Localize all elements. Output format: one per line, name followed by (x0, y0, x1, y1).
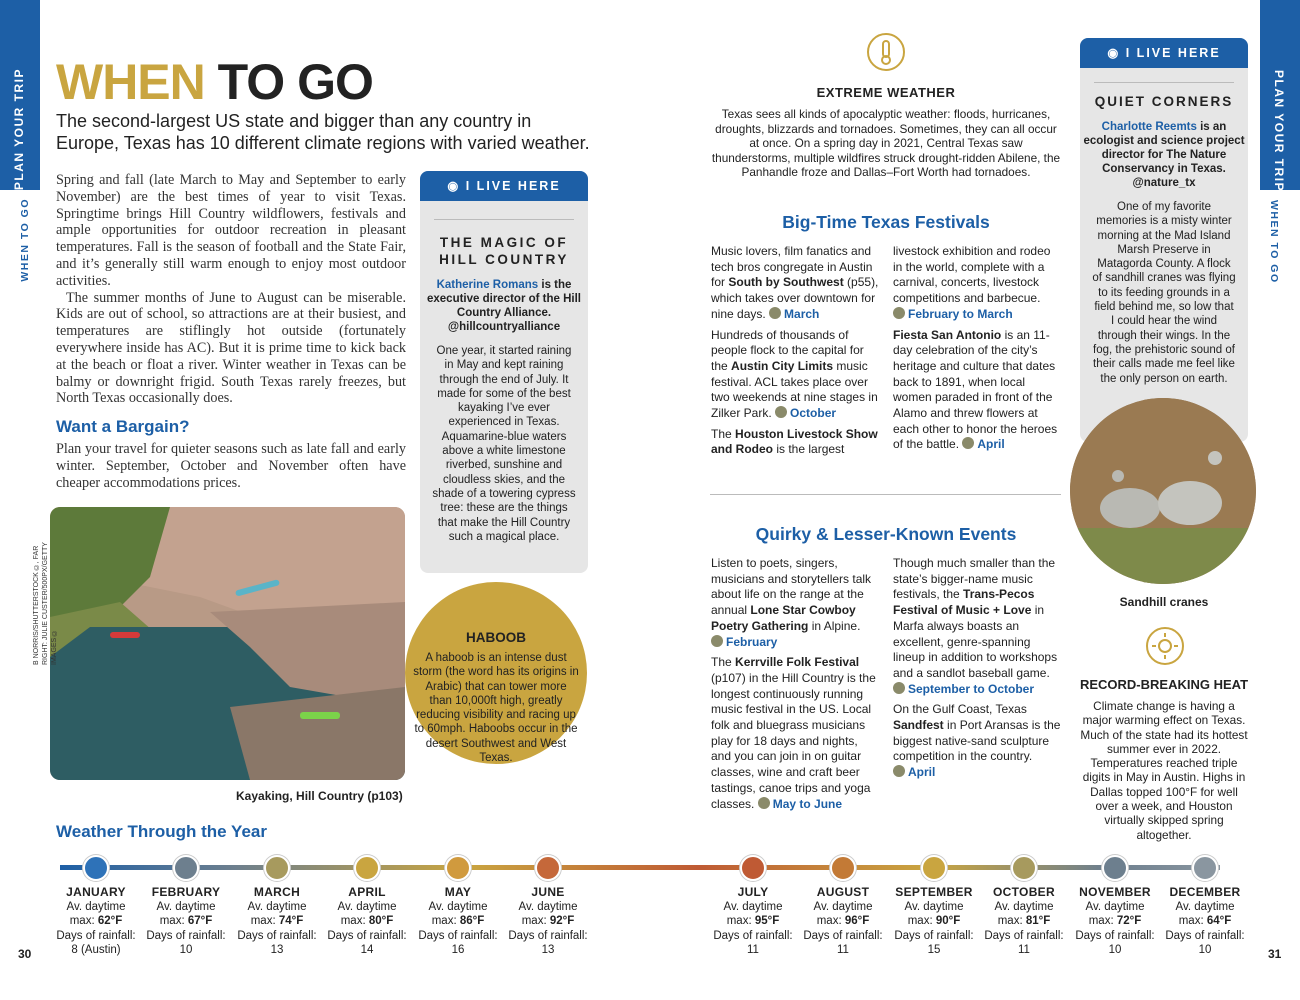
month-name: JUNE (531, 885, 565, 899)
month-march (232, 885, 322, 958)
month-name: SEPTEMBER (895, 885, 973, 899)
month-rain: 14 (360, 944, 374, 956)
calendar-icon (893, 682, 905, 694)
photo-caption: Kayaking, Hill Country (p103) (236, 789, 403, 803)
month-name: MAY (444, 885, 472, 899)
card-header-label: I LIVE HERE (465, 179, 561, 193)
card-quote: One year, it started raining in May and kept raining through the end of July. It made for some of the best kayaking I’ve ever experienced in Texas. Aquamarine-blue waters above a white limestone riverbed, sunshine and cloudless skies, and the shade of a towering cypress tree: these are the things that make the Hill Country such a magical place. (432, 345, 576, 543)
month-rain-label: Days of rainfall: (803, 929, 883, 942)
month-september (889, 885, 979, 958)
heat-text: Climate change is having a major warming effect on Texas. Much of the state had its hottest summer ever in 2022. Temperatures reached triple digits in May in Austin. Highs in Dallas topped 100°F for well over a week, and Houston virtually skipped spring altogether. (1080, 699, 1248, 842)
month-max: max: 80°F (340, 915, 394, 927)
pin-icon: ◉ (1107, 46, 1121, 60)
month-max: max: 72°F (1088, 915, 1142, 927)
month-max: max: 95°F (726, 915, 780, 927)
month-name: DECEMBER (1169, 885, 1241, 899)
intro-text: The second-largest US state and bigger than any country in Europe, Texas has 10 different climate regions with varied weather. (56, 111, 590, 153)
sun-icon (535, 855, 561, 881)
cranes-caption: Sandhill cranes (1119, 595, 1209, 609)
month-day-label: Av. daytime (1085, 900, 1145, 913)
sun-icon (1146, 627, 1184, 665)
i-live-here-card-left (420, 171, 588, 573)
month-day-label: Av. daytime (723, 900, 783, 913)
body-paragraph-1: Spring and fall (late March to May and September to early November) are the best times of year to visit Texas. Springtime brings Hill Country wildflowers, festivals and ample opportunities for outdoor recreation in pleasant temperatures. Fall is the season of football and the State Fair, and it’s generally still warm enough to enjoy most outdoor activities. (56, 172, 406, 289)
month-rain: 10 (1198, 944, 1212, 956)
month-name: FEBRUARY (151, 885, 221, 899)
month-february (141, 885, 231, 958)
month-max: max: 81°F (997, 915, 1051, 927)
calendar-icon (962, 437, 974, 449)
month-rain: 10 (179, 944, 193, 956)
month-name: JANUARY (66, 885, 126, 899)
extreme-text: Texas sees all kinds of apocalyptic weather: floods, hurricanes, droughts, blizzards and tornadoes. Sometimes, they can all occur at once. On a spring day in 2021, Central Texas saw thunderstorms, multiple wildfires struck drought-ridden Abilene, the Panhandle froze and Dallas–Fort Worth had tornadoes. (711, 107, 1061, 179)
month-rain-label: Days of rainfall: (894, 929, 974, 942)
card-quote: One of my favorite memories is a misty winter morning at the Mad Island Marsh Preserve in Matagorda County. A flock of sandhill cranes was flying to its feeding grounds in a field behind me, so low that I could hear the wind through their wings. In the fog, the prehistoric sound of their calls made me feel like the only person on earth. (1092, 201, 1236, 385)
body-text (56, 172, 406, 407)
left-tab-label: PLAN YOUR TRIP (12, 68, 26, 191)
page-title (56, 52, 373, 112)
page-number-right: 31 (1268, 947, 1282, 961)
divider (710, 494, 1061, 495)
right-tab-label: PLAN YOUR TRIP (1272, 70, 1286, 193)
month-name: OCTOBER (993, 885, 1055, 899)
sandhill-cranes-photo (1070, 398, 1256, 584)
card-header-label: I LIVE HERE (1125, 46, 1221, 60)
month-day-label: Av. daytime (904, 900, 964, 913)
right-section-label: WHEN TO GO (1268, 200, 1280, 284)
quirky-col-1: Listen to poets, singers, musicians and storytellers talk about life on the range at the annual Lone Star Cowboy Poetry Gathering in Alpine. February The Kerrville Folk Festival (p107) in the Hill Country is the longest continuously running music festival in the US. Local folk and bluegrass musicians play for 18 days and nights, and you can join in on guitar classes, wine and craft beer tastings, canoe trips and yoga classes. May to June (711, 556, 876, 811)
month-name: APRIL (348, 885, 386, 899)
i-live-here-card-right (1080, 38, 1248, 442)
calendar-icon (775, 406, 787, 418)
month-max: max: 64°F (1178, 915, 1232, 927)
card-person (420, 278, 588, 334)
calendar-icon (758, 797, 770, 809)
month-rain-label: Days of rainfall: (713, 929, 793, 942)
card-title: QUIET CORNERS (1094, 82, 1234, 110)
month-name: AUGUST (816, 885, 870, 899)
month-rain: 8 (Austin) (71, 944, 121, 956)
sun-icon (740, 855, 766, 881)
month-rain: 11 (1018, 944, 1030, 956)
month-rain: 10 (1108, 944, 1122, 956)
month-rain: 11 (747, 944, 759, 956)
rain-cloud-icon (83, 855, 109, 881)
pin-icon: ◉ (447, 179, 461, 193)
person-desc: is the executive director of the Hill Country Alliance. @hillcountryalliance (426, 279, 581, 333)
card-person (1080, 120, 1248, 190)
calendar-icon (893, 765, 905, 777)
body-paragraph-2: The summer months of June to August can be miserable. Kids are out of school, so attractions are at their busiest, and temperatures are stiflingly hot outside (fortunately everywhere inside has AC). But it is prime time to kick back at the beach or float a river. Winter weather in Texas can be balmy or downright frigid. South Texas rarely freezes, but North Texas occasionally does. (56, 289, 406, 407)
month-max: max: 90°F (907, 915, 961, 927)
card-title: THE MAGIC OF HILL COUNTRY (434, 219, 574, 268)
month-day-label: Av. daytime (66, 900, 126, 913)
month-may (413, 885, 503, 958)
card-header (1080, 38, 1248, 68)
month-rain-label: Days of rainfall: (327, 929, 407, 942)
month-august (798, 885, 888, 958)
person-desc: is an ecologist and science project director for The Nature Conservancy in Texas. @nature_tx (1083, 121, 1245, 189)
month-rain-label: Days of rainfall: (1165, 929, 1245, 942)
month-rain-label: Days of rainfall: (146, 929, 226, 942)
thermometer-icon (867, 33, 905, 71)
month-rain: 11 (837, 944, 849, 956)
rain-cloud-icon (1192, 855, 1218, 881)
month-rain-label: Days of rainfall: (508, 929, 588, 942)
month-max: max: 96°F (816, 915, 870, 927)
haboob-circle (405, 582, 587, 764)
calendar-icon (711, 635, 723, 647)
month-day-label: Av. daytime (813, 900, 873, 913)
month-day-label: Av. daytime (156, 900, 216, 913)
month-rain-label: Days of rainfall: (984, 929, 1064, 942)
festivals-col-2: livestock exhibition and rodeo in the world, complete with a carnival, concerts, livestock competitions and barbecue. February to March Fiesta San Antonio is an 11-day celebration of the city’s heritage and culture that dates back to 1891, when local women paraded in front of the Alamo and threw flowers at each other to honor the heroes of the battle. April (893, 244, 1058, 452)
left-section-label: WHEN TO GO (19, 198, 31, 282)
left-tab (0, 0, 40, 190)
month-max: max: 67°F (159, 915, 213, 927)
month-july (708, 885, 798, 958)
month-october (979, 885, 1069, 958)
month-rain-label: Days of rainfall: (1075, 929, 1155, 942)
month-day-label: Av. daytime (337, 900, 397, 913)
month-day-label: Av. daytime (247, 900, 307, 913)
sun-cloud-icon (264, 855, 290, 881)
month-november (1070, 885, 1160, 958)
month-day-label: Av. daytime (994, 900, 1054, 913)
kayaking-photo (50, 507, 405, 780)
festivals-col-1: Music lovers, film fanatics and tech bros congregate in Austin for South by Southwest (p55), which takes over downtown for nine days. March Hundreds of thousands of people flock to the capital for the Austin City Limits music festival. ACL takes place over two weekends at nine stages in Zilker Park. October The Houston Livestock Show and Rodeo is the largest (711, 244, 879, 457)
page-number-left: 30 (18, 947, 32, 961)
title-part2: TO GO (217, 54, 373, 110)
cloud-icon (1102, 855, 1128, 881)
person-name: Katherine Romans (436, 279, 539, 291)
month-max: max: 92°F (521, 915, 575, 927)
month-rain-label: Days of rainfall: (237, 929, 317, 942)
month-max: max: 86°F (431, 915, 485, 927)
month-rain: 16 (451, 944, 465, 956)
month-max: max: 62°F (69, 915, 123, 927)
month-december (1160, 885, 1250, 958)
month-rain: 13 (541, 944, 555, 956)
sun-cloud-icon (1011, 855, 1037, 881)
month-name: MARCH (253, 885, 301, 899)
month-rain-label: Days of rainfall: (418, 929, 498, 942)
month-april (322, 885, 412, 958)
photo-credit: B NORRIS/SHUTTERSTOCK ©, FAR RIGHT: JULIE CUSTER/500PX/GETTY IMAGES © (33, 542, 58, 665)
month-name: NOVEMBER (1079, 885, 1151, 899)
sun-cloud-icon (354, 855, 380, 881)
weather-heading: Weather Through the Year (56, 822, 267, 841)
month-max: max: 74°F (250, 915, 304, 927)
sun-icon (921, 855, 947, 881)
quirky-col-2: Though much smaller than the state’s bigger-name music festivals, the Trans-Pecos Festival of Music + Love in Marfa always boasts an excellent, genre-spanning lineup in addition to workshops and a sandlot baseball game. September to October On the Gulf Coast, Texas Sandfest in Port Aransas is the biggest native-sand sculpture competition in the country. April (893, 556, 1061, 780)
sun-icon (830, 855, 856, 881)
month-rain-label: Days of rainfall: (56, 929, 136, 942)
month-name: JULY (737, 885, 769, 899)
month-day-label: Av. daytime (518, 900, 578, 913)
month-january (51, 885, 141, 958)
month-day-label: Av. daytime (1175, 900, 1235, 913)
extreme-title: EXTREME WEATHER (816, 85, 956, 100)
month-june (503, 885, 593, 958)
title-part1: WHEN (56, 54, 205, 110)
quirky-heading: Quirky & Lesser-Known Events (755, 524, 1017, 544)
festivals-heading: Big-Time Texas Festivals (782, 212, 990, 232)
bargain-heading: Want a Bargain? (56, 417, 190, 436)
cloud-icon (173, 855, 199, 881)
month-rain: 13 (270, 944, 284, 956)
sun-icon (445, 855, 471, 881)
card-header (420, 171, 588, 201)
heat-title: RECORD-BREAKING HEAT (1079, 677, 1249, 692)
haboob-title: HABOOB (466, 630, 526, 645)
month-rain: 15 (927, 944, 941, 956)
weather-timeline (60, 865, 1220, 870)
bargain-text: Plan your travel for quieter seasons such as late fall and early winter. September, October and November often have cheaper accommodations prices. (56, 441, 406, 491)
haboob-text: A haboob is an intense dust storm (the word has its origins in Arabic) that can tower more than 10,000ft high, greatly reducing visibility and racing up to 60mph. Haboobs occur in the desert Southwest and West Texas. (413, 652, 579, 765)
month-day-label: Av. daytime (428, 900, 488, 913)
calendar-icon (769, 307, 781, 319)
right-tab (1260, 0, 1300, 193)
calendar-icon (893, 307, 905, 319)
person-name: Charlotte Reemts (1101, 121, 1197, 133)
